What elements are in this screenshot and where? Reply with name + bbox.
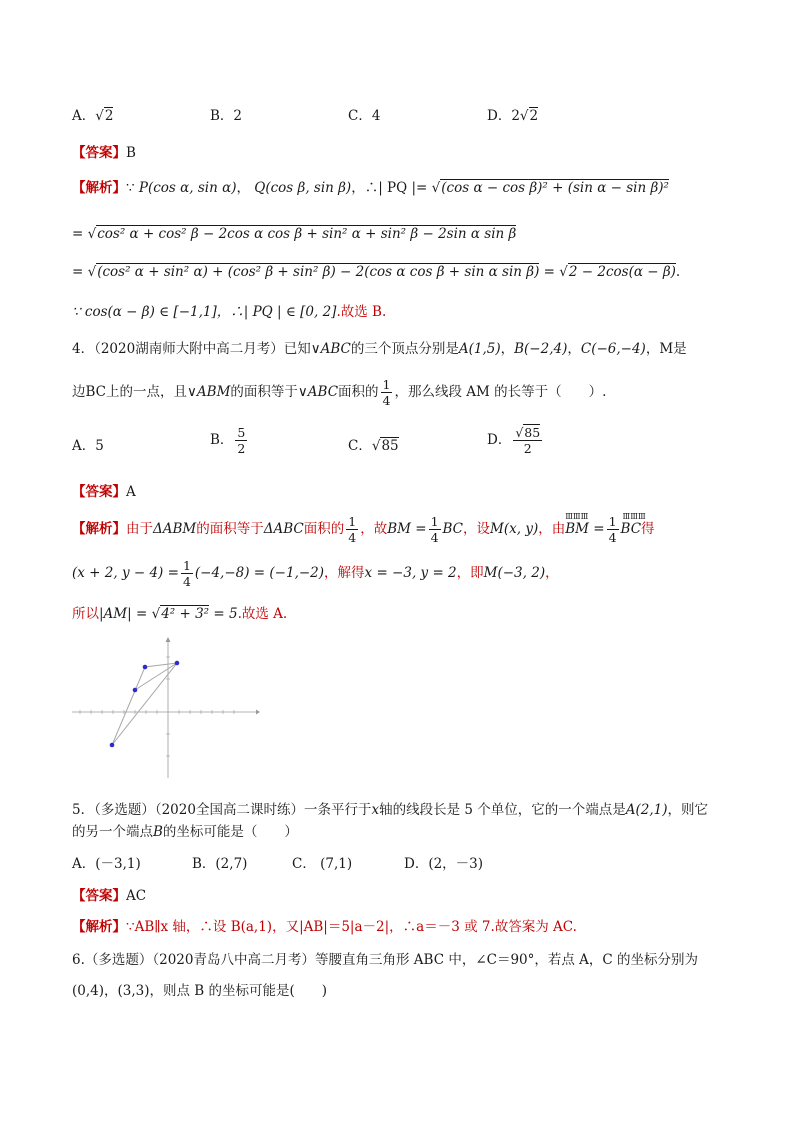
q5-option-c: C． (7,1) [292,856,353,872]
q4-coordinate-figure [70,636,260,781]
point-c [110,743,115,748]
point-a [175,661,180,666]
q4-option-b: B． $\frac{5}{2}$ [210,425,246,456]
q4-fraction: $\frac{1}{4}$ [382,377,391,408]
q3-analysis-line3: = √(cos² α + sin² α) + (cos² β + sin² β) − 2(cos α cos β + sin α sin β) = √2 − 2cos(α − β). [72,264,681,280]
q4-stem-line2: 边BC上的一点，且∨ABM的面积等于∨ABC面积的 $\frac{1}{4}$ ，那么线段 AM 的长等于（ ）. [72,377,607,408]
y-axis-arrow [166,637,171,642]
q5-analysis: 【解析】∵AB∥x 轴，∴设 B(a,1)，又|AB|＝5|a－2|，∴a＝－3 或 7.故答案为 AC. [72,919,577,935]
q3-analysis-line1: 【解析】∵ P(cos α, sin α)， Q(cos β, sin β)，∴| PQ |= √(cos α − cos β)² + (sin α − sin β)² [72,180,669,196]
q4-analysis-line3: 所以|AM| = √4² + 3² = 5.故选 A. [72,606,288,622]
q4-answer: 【答案】A [72,484,136,500]
q5-option-d: D．(2，－3) [404,856,484,872]
axis-ticks [80,657,234,756]
q3-option-d: D．2√2 [487,108,539,124]
triangle-abc [112,663,177,745]
q3-option-b: B．2 [210,108,243,124]
q5-option-b: B．(2,7) [192,856,248,872]
q5-stem-line2: 的另一个端点B的坐标可能是（ ） [72,824,298,840]
q5-option-a: A．(－3,1) [72,856,141,872]
q4-option-d: D． $\frac{√85}{2}$ [487,425,541,456]
q4-analysis-line2: (x + 2, y − 4) = $\frac{1}{4}$ (−4,−8) = (−1,−2)，解得x = −3, y = 2，即M(−3, 2)， [72,558,559,589]
q4-option-a: A．5 [72,438,104,454]
point-b [143,665,148,670]
q4-stem-line1: 4．（2020湖南师大附中高二月考）已知∨ABC的三个顶点分别是A(1,5)，B(−2,4)，C(−6,−4)，M是 [72,341,687,357]
q3-analysis-line2: = √cos² α + cos² β − 2cos α cos β + sin² α + sin² β − 2sin α sin β [72,226,517,242]
q4-option-c: C．√85 [348,438,399,454]
q5-stem-line1: 5．（多选题）（2020全国高二课时练）一条平行于x轴的线段长是 5 个单位，它的一个端点是A(2,1)，则它 [72,802,709,818]
point-m [133,688,138,693]
q3-answer: 【答案】B [72,145,136,161]
q3-option-a: A．√2 [72,108,114,124]
q3-analysis-line4: ∵ cos(α − β) ∈ [−1,1]，∴| PQ | ∈ [0, 2].故选 B. [72,304,387,320]
q5-answer: 【答案】AC [72,888,147,904]
x-axis-arrow [256,710,260,715]
q3-option-c: C．4 [348,108,381,124]
q6-stem-line1: 6.（多选题）（2020青岛八中高二月考）等腰直角三角形 ABC 中，∠C＝90°，若点 A，C 的坐标分别为 [72,952,699,968]
q6-stem-line2: (0,4)，(3,3)，则点 B 的坐标可能是( ) [72,983,328,999]
q4-analysis-line1: 【解析】由于ΔABM的面积等于ΔABC面积的 $\frac{1}{4}$ ，故BM = $\frac{1}{4}$ BC，设M(x, y)，由 ⅢⅢⅢ BM = $\frac{1}{4}$ ⅢⅢⅢ BC得 [72,512,655,545]
